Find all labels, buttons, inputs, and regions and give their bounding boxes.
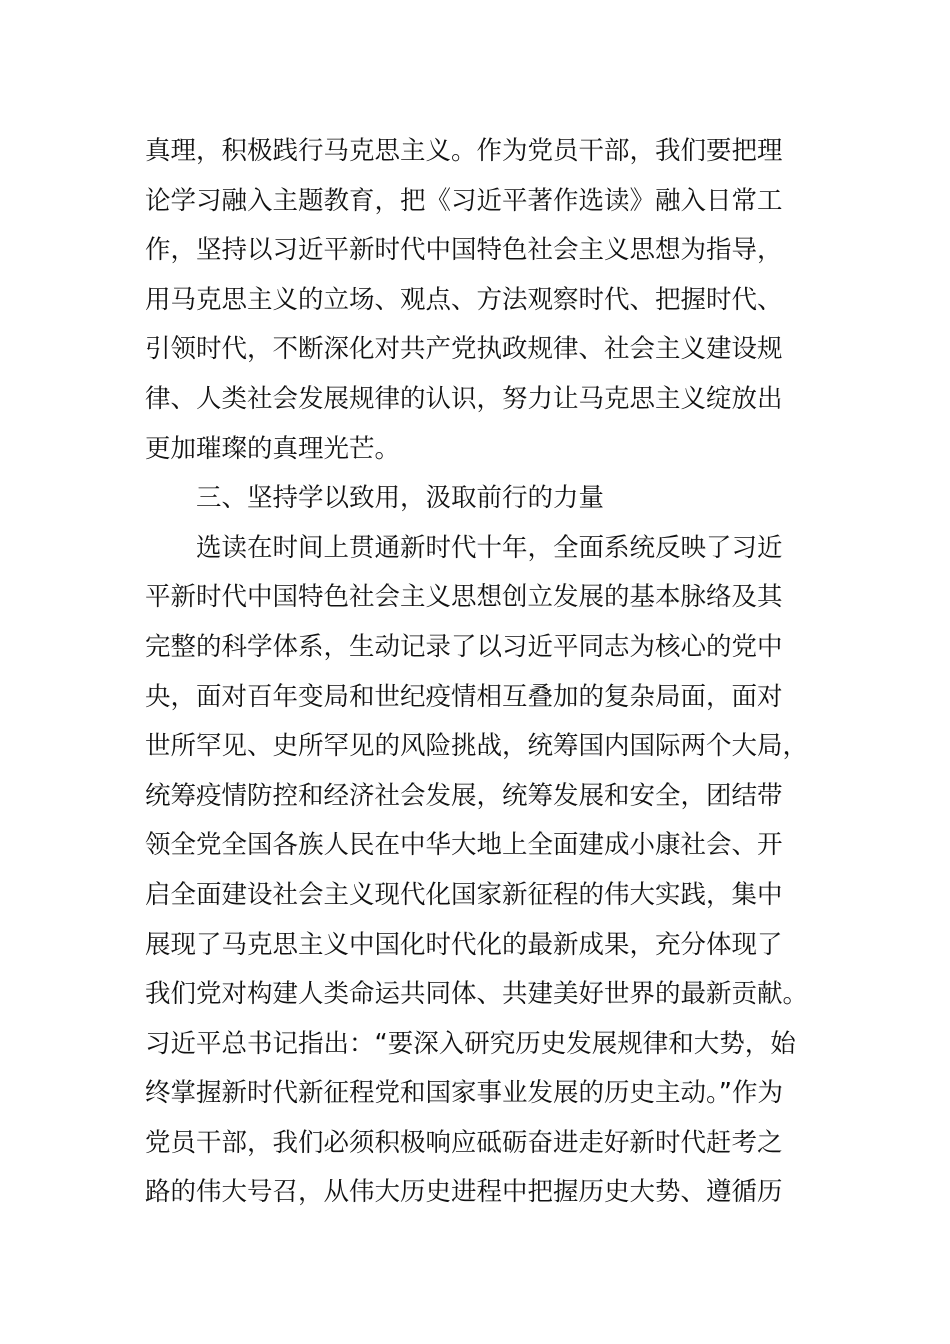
text-line: 选读在时间上贯通新时代十年，全面系统反映了习近 [196, 532, 783, 563]
text-line: 统筹疫情防控和经济社会发展，统筹发展和安全，团结带 [145, 780, 783, 811]
text-line: 引领时代，不断深化对共产党执政规律、社会主义建设规 [145, 334, 783, 365]
text-line: 律、人类社会发展规律的认识，努力让马克思主义绽放出 [145, 383, 783, 414]
paragraph-continuation [145, 127, 815, 474]
text-line: 路的伟大号召，从伟大历史进程中把握历史大势、遵循历 [145, 1177, 783, 1208]
section-heading: 三、坚持学以致用，汲取前行的力量 [196, 483, 605, 514]
document-body [145, 127, 815, 1218]
text-line: 完整的科学体系，生动记录了以习近平同志为核心的党中 [145, 631, 783, 662]
text-line: 我们党对构建人类命运共同体、共建美好世界的最新贡献。 [145, 979, 809, 1010]
text-line: 平新时代中国特色社会主义思想创立发展的基本脉络及其 [145, 582, 783, 613]
text-line: 论学习融入主题教育，把《习近平著作选读》融入日常工 [145, 185, 783, 216]
text-line: 真理，积极践行马克思主义。作为党员干部，我们要把理 [145, 136, 783, 166]
text-line: 党员干部，我们必须积极响应砥砺奋进走好新时代赶考之 [145, 1127, 783, 1158]
text-line: 作，坚持以习近平新时代中国特色社会主义思想为指导， [145, 235, 783, 266]
text-line: 习近平总书记指出：“要深入研究历史发展规律和大势，始 [145, 1028, 796, 1059]
text-line: 领全党全国各族人民在中华大地上全面建成小康社会、开 [145, 830, 783, 861]
text-line: 央，面对百年变局和世纪疫情相互叠加的复杂局面，面对 [145, 681, 783, 712]
text-line: 世所罕见、史所罕见的风险挑战，统筹国内国际两个大局， [145, 731, 809, 762]
text-line: 更加璀璨的真理光芒。 [145, 433, 401, 464]
text-line: 用马克思主义的立场、观点、方法观察时代、把握时代、 [145, 284, 783, 315]
text-line: 终掌握新时代新征程党和国家事业发展的历史主动。”作为 [145, 1078, 783, 1109]
paragraph-section-three [145, 524, 815, 1218]
text-line: 展现了马克思主义中国化时代化的最新成果，充分体现了 [145, 929, 783, 960]
text-line: 启全面建设社会主义现代化国家新征程的伟大实践，集中 [145, 879, 783, 910]
